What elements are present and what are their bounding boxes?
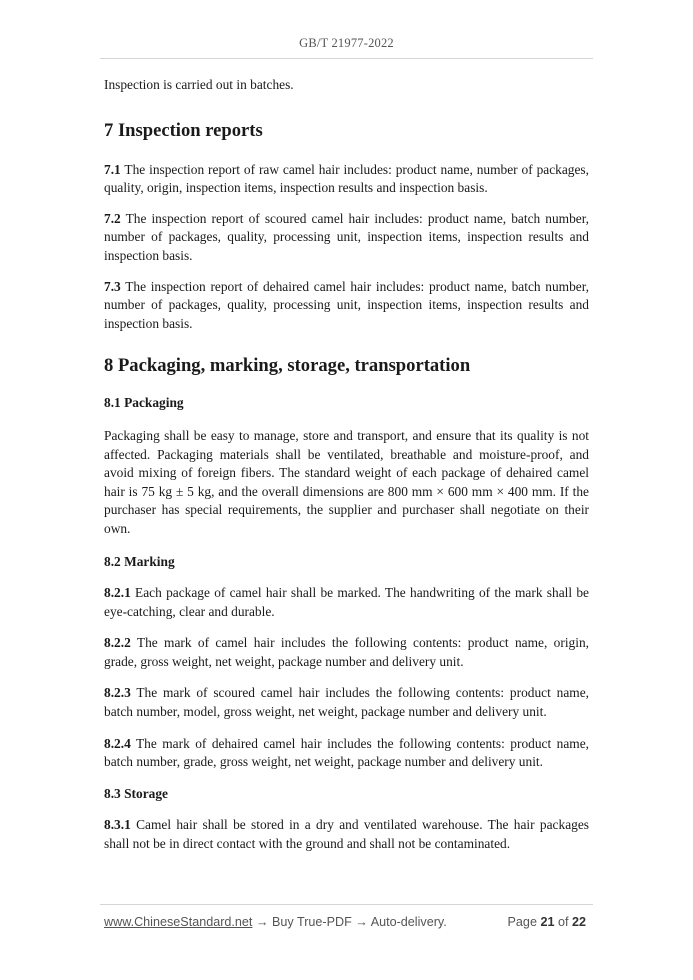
clause-text: The inspection report of scoured camel hair includes: product name, batch number, number of packages, quality, processing unit, inspection items, inspection results and inspection basis. [104,210,589,263]
page-body [104,76,589,854]
clause-8-2-3 [104,684,589,721]
page-label: Page [507,915,541,929]
total-pages: 22 [571,915,586,929]
clause-number: 8.2.2 [104,635,131,651]
delivery-text: Auto-delivery. [370,915,447,929]
clause-number: 8.2.1 [104,585,131,601]
clause-8-2-1 [104,584,589,621]
clause-number: 8.2.4 [104,735,131,751]
subsection-8-3-heading: 8.3 Storage [104,785,168,801]
intro-paragraph: Inspection is carried out in batches. [104,77,294,92]
section-8-heading: 8 Packaging, marking, storage, transportation [104,355,471,377]
clause-8-2-2 [104,634,589,671]
clause-text: The mark of dehaired camel hair includes the following contents: product name, batch number, grade, gross weight, net weight, package number and delivery unit. [104,735,589,770]
site-link[interactable]: www.ChineseStandard.net [104,915,253,929]
clause-7-1 [104,161,589,198]
clause-text: The inspection report of raw camel hair includes: product name, number of packages, quality, origin, inspection items, inspection results and inspection basis. [104,161,589,196]
clause-7-2 [104,210,589,266]
running-header: GB/T 21977-2022 [299,36,394,50]
clause-number: 7.1 [104,161,121,177]
clause-8-3-1 [104,816,589,853]
page-of: of [554,915,572,929]
clause-number: 8.2.3 [104,685,131,701]
clause-8-2-4 [104,735,589,772]
footer-promo [104,915,447,929]
subsection-8-2-heading: 8.2 Marking [104,553,175,569]
clause-text: The mark of scoured camel hair includes the following contents: product name, batch number, model, gross weight, net weight, package number and delivery unit. [104,685,589,720]
clause-text: Each package of camel hair shall be marked. The handwriting of the mark shall be eye-catching, clear and durable. [104,585,589,619]
current-page: 21 [540,915,555,929]
clause-text: The inspection report of dehaired camel hair includes: product name, batch number, number of packages, quality, processing unit, inspection items, inspection results and inspection basis. [104,278,589,331]
footer-divider [100,904,593,905]
arrow-icon: → [351,915,371,929]
buy-text: Buy True-PDF [272,915,352,929]
section-7-heading: 7 Inspection reports [104,119,263,141]
clause-text: The mark of camel hair includes the following contents: product name, origin, grade, gross weight, net weight, package number and delivery unit. [104,635,589,669]
clause-7-3 [104,278,589,334]
header-divider [100,58,593,59]
subsection-8-1-heading: 8.1 Packaging [104,395,184,411]
clause-number: 7.2 [104,210,121,226]
arrow-icon: → [252,915,273,929]
clause-number: 7.3 [104,278,121,294]
page-number [508,915,586,929]
packaging-paragraph: Packaging shall be easy to manage, store and transport, and ensure that its quality is not affected. Packaging materials shall be ventilated, breathable and moisture-proof, and avoid mixing of foreign fibers. The standard weight of each package of dehaired camel hair is 75 kg ± 5 kg, and the overall dimensions are 800 mm × 600 mm × 400 mm. If the purchaser has special requirements, the supplier and purchaser shall negotiate on their own. [104,427,589,536]
clause-text: Camel hair shall be stored in a dry and ventilated warehouse. The hair packages shall not be in direct contact with the ground and shall not be contaminated. [104,817,589,852]
clause-number: 8.3.1 [104,817,131,833]
